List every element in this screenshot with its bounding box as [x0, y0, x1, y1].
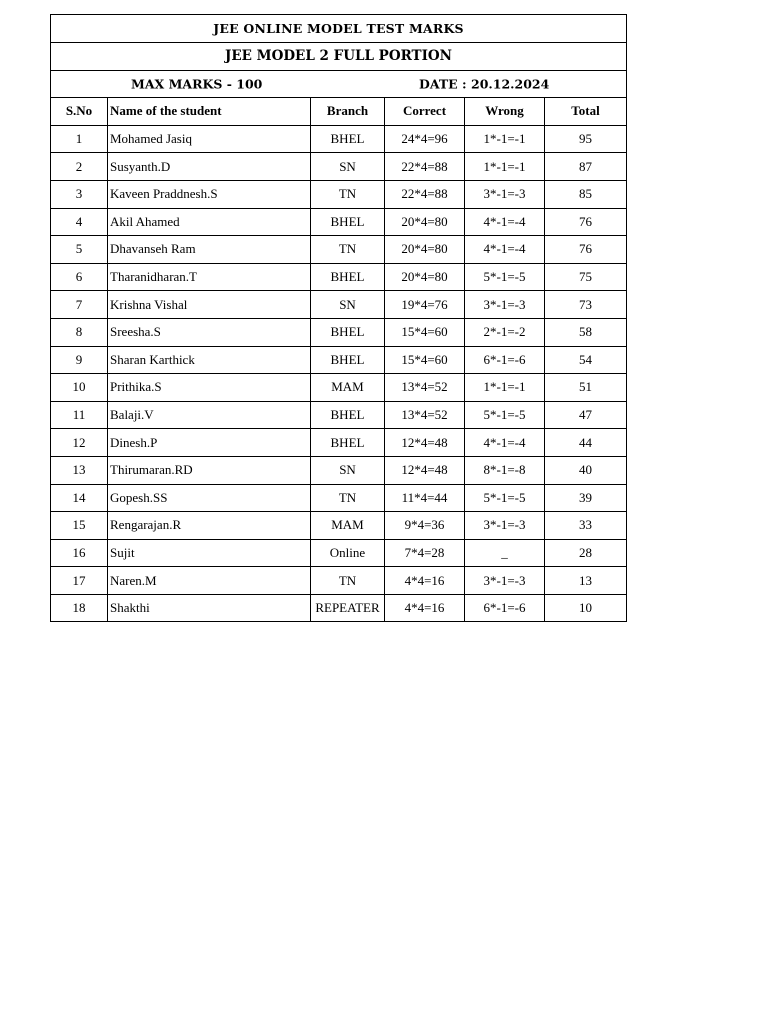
cell-wrong: 3*-1=-3: [465, 512, 545, 540]
column-header-row: [51, 98, 627, 126]
cell-sno: 7: [51, 291, 108, 319]
cell-correct: 12*4=48: [385, 456, 465, 484]
cell-wrong: 4*-1=-4: [465, 429, 545, 457]
cell-sno: 2: [51, 153, 108, 181]
column-header-name: Name of the student: [108, 98, 311, 126]
table-row: [51, 180, 627, 208]
cell-name: Shakthi: [108, 594, 311, 622]
cell-sno: 13: [51, 456, 108, 484]
cell-sno: 11: [51, 401, 108, 429]
cell-name: Akil Ahamed: [108, 208, 311, 236]
cell-name: Gopesh.SS: [108, 484, 311, 512]
cell-name: Mohamed Jasiq: [108, 125, 311, 153]
cell-sno: 1: [51, 125, 108, 153]
cell-wrong: 1*-1=-1: [465, 125, 545, 153]
cell-total: 54: [545, 346, 627, 374]
cell-sno: 17: [51, 567, 108, 595]
cell-name: Rengarajan.R: [108, 512, 311, 540]
cell-correct: 19*4=76: [385, 291, 465, 319]
cell-total: 75: [545, 263, 627, 291]
cell-correct: 4*4=16: [385, 594, 465, 622]
cell-total: 40: [545, 456, 627, 484]
table-row: [51, 484, 627, 512]
cell-name: Susyanth.D: [108, 153, 311, 181]
cell-correct: 4*4=16: [385, 567, 465, 595]
table-row: [51, 263, 627, 291]
cell-total: 76: [545, 208, 627, 236]
cell-correct: 13*4=52: [385, 374, 465, 402]
cell-wrong: 3*-1=-3: [465, 567, 545, 595]
cell-correct: 15*4=60: [385, 346, 465, 374]
cell-sno: 16: [51, 539, 108, 567]
cell-sno: 15: [51, 512, 108, 540]
cell-branch: TN: [311, 567, 385, 595]
table-row: [51, 208, 627, 236]
cell-branch: BHEL: [311, 346, 385, 374]
cell-branch: BHEL: [311, 208, 385, 236]
cell-correct: 11*4=44: [385, 484, 465, 512]
column-header-sno: S.No: [51, 98, 108, 126]
cell-name: Naren.M: [108, 567, 311, 595]
cell-branch: BHEL: [311, 125, 385, 153]
cell-total: 33: [545, 512, 627, 540]
cell-wrong: 2*-1=-2: [465, 318, 545, 346]
cell-correct: 7*4=28: [385, 539, 465, 567]
cell-correct: 15*4=60: [385, 318, 465, 346]
cell-total: 28: [545, 539, 627, 567]
cell-name: Dinesh.P: [108, 429, 311, 457]
cell-name: Sharan Karthick: [108, 346, 311, 374]
cell-name: Sujit: [108, 539, 311, 567]
cell-branch: SN: [311, 456, 385, 484]
cell-name: Thirumaran.RD: [108, 456, 311, 484]
cell-wrong: 4*-1=-4: [465, 236, 545, 264]
cell-wrong: 5*-1=-5: [465, 401, 545, 429]
table-row: [51, 456, 627, 484]
cell-total: 10: [545, 594, 627, 622]
cell-total: 95: [545, 125, 627, 153]
cell-branch: MAM: [311, 374, 385, 402]
table-row: [51, 512, 627, 540]
cell-total: 76: [545, 236, 627, 264]
cell-sno: 12: [51, 429, 108, 457]
cell-branch: TN: [311, 484, 385, 512]
table-row: [51, 594, 627, 622]
cell-branch: BHEL: [311, 401, 385, 429]
cell-branch: BHEL: [311, 263, 385, 291]
cell-total: 13: [545, 567, 627, 595]
cell-branch: TN: [311, 180, 385, 208]
column-header-total: Total: [545, 98, 627, 126]
cell-branch: SN: [311, 291, 385, 319]
table-row: [51, 346, 627, 374]
cell-correct: 9*4=36: [385, 512, 465, 540]
cell-branch: REPEATER: [311, 594, 385, 622]
cell-wrong: 5*-1=-5: [465, 484, 545, 512]
cell-wrong: 4*-1=-4: [465, 208, 545, 236]
cell-branch: Online: [311, 539, 385, 567]
cell-wrong: 6*-1=-6: [465, 594, 545, 622]
table-row: [51, 567, 627, 595]
cell-total: 44: [545, 429, 627, 457]
cell-total: 85: [545, 180, 627, 208]
cell-correct: 20*4=80: [385, 208, 465, 236]
cell-branch: TN: [311, 236, 385, 264]
cell-correct: 22*4=88: [385, 153, 465, 181]
cell-total: 58: [545, 318, 627, 346]
cell-name: Krishna Vishal: [108, 291, 311, 319]
cell-name: Tharanidharan.T: [108, 263, 311, 291]
column-header-branch: Branch: [311, 98, 385, 126]
cell-branch: BHEL: [311, 318, 385, 346]
cell-branch: BHEL: [311, 429, 385, 457]
table-row: [51, 236, 627, 264]
cell-correct: 22*4=88: [385, 180, 465, 208]
cell-sno: 4: [51, 208, 108, 236]
max-marks: MAX MARKS - 100: [131, 76, 263, 92]
cell-wrong: 3*-1=-3: [465, 291, 545, 319]
cell-sno: 9: [51, 346, 108, 374]
cell-wrong: 6*-1=-6: [465, 346, 545, 374]
cell-name: Dhavanseh Ram: [108, 236, 311, 264]
table-row: [51, 539, 627, 567]
marks-table: [50, 14, 627, 622]
table-row: [51, 401, 627, 429]
cell-correct: 12*4=48: [385, 429, 465, 457]
cell-wrong: 1*-1=-1: [465, 374, 545, 402]
cell-sno: 14: [51, 484, 108, 512]
cell-sno: 10: [51, 374, 108, 402]
table-row: [51, 318, 627, 346]
cell-sno: 8: [51, 318, 108, 346]
cell-total: 39: [545, 484, 627, 512]
table-row: [51, 429, 627, 457]
cell-wrong: _: [465, 539, 545, 567]
table-row: [51, 291, 627, 319]
cell-wrong: 3*-1=-3: [465, 180, 545, 208]
cell-total: 73: [545, 291, 627, 319]
cell-sno: 18: [51, 594, 108, 622]
cell-branch: SN: [311, 153, 385, 181]
meta-row: [51, 70, 627, 98]
cell-total: 51: [545, 374, 627, 402]
cell-name: Balaji.V: [108, 401, 311, 429]
test-name: JEE MODEL 2 FULL PORTION: [51, 42, 627, 70]
cell-wrong: 5*-1=-5: [465, 263, 545, 291]
column-header-wrong: Wrong: [465, 98, 545, 126]
cell-sno: 5: [51, 236, 108, 264]
cell-branch: MAM: [311, 512, 385, 540]
cell-correct: 24*4=96: [385, 125, 465, 153]
cell-total: 47: [545, 401, 627, 429]
cell-name: Prithika.S: [108, 374, 311, 402]
cell-correct: 20*4=80: [385, 236, 465, 264]
cell-correct: 13*4=52: [385, 401, 465, 429]
cell-sno: 6: [51, 263, 108, 291]
cell-correct: 20*4=80: [385, 263, 465, 291]
cell-wrong: 1*-1=-1: [465, 153, 545, 181]
cell-name: Sreesha.S: [108, 318, 311, 346]
cell-name: Kaveen Praddnesh.S: [108, 180, 311, 208]
sheet-title: JEE ONLINE MODEL TEST MARKS: [51, 15, 627, 43]
cell-wrong: 8*-1=-8: [465, 456, 545, 484]
table-row: [51, 374, 627, 402]
table-row: [51, 125, 627, 153]
table-row: [51, 153, 627, 181]
cell-total: 87: [545, 153, 627, 181]
cell-sno: 3: [51, 180, 108, 208]
test-date: DATE : 20.12.2024: [419, 76, 550, 92]
column-header-correct: Correct: [385, 98, 465, 126]
